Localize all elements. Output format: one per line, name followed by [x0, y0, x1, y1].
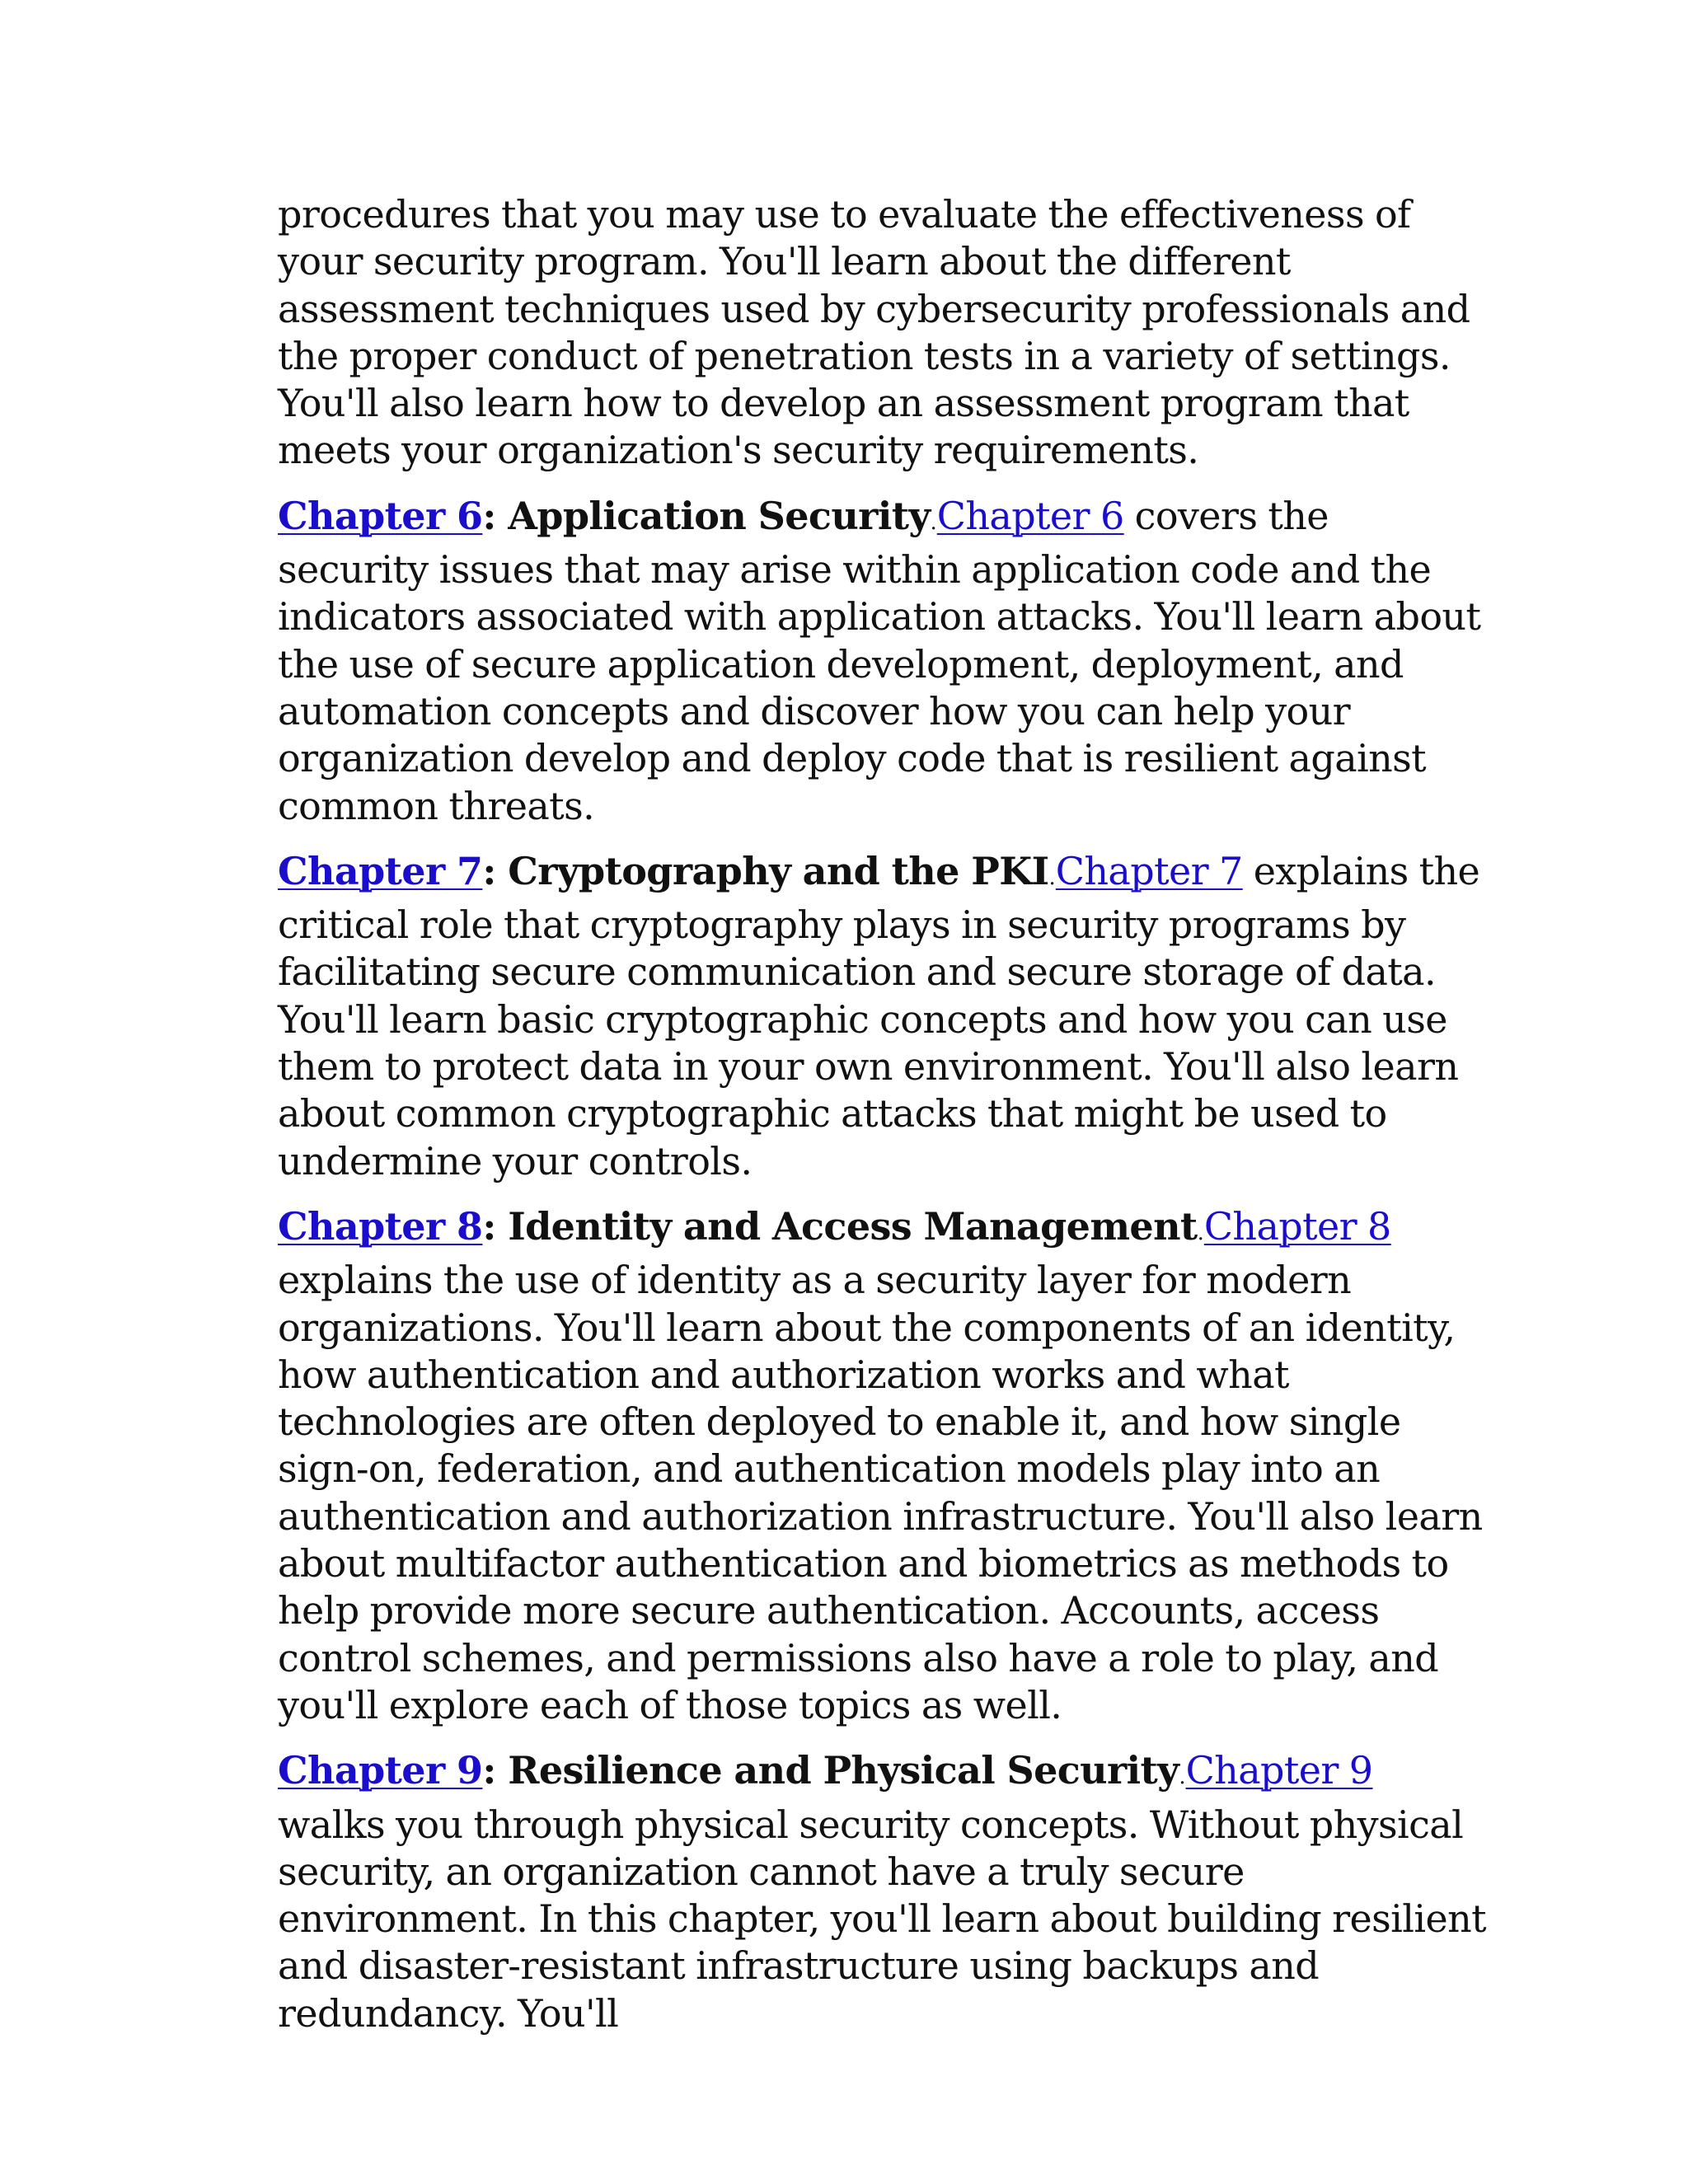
heading-separator: . — [1179, 1765, 1186, 1790]
chapter-8-heading-link[interactable]: Chapter 8 — [278, 1203, 483, 1249]
paragraph-text: covers the security issues that may arise within application code and the indicators associated with application attacks. You'll learn about the use of secure application development, deployment, and automation concepts and discover how you can help your organization develop and deploy code that is resilient against common threats. — [278, 493, 1481, 828]
paragraph-chapter-7 — [278, 848, 1489, 1185]
chapter-7-heading-link[interactable]: Chapter 7 — [278, 848, 483, 893]
paragraph-chapter-6 — [278, 493, 1489, 830]
heading-separator: . — [1197, 1220, 1204, 1245]
paragraph-text: explains the critical role that cryptography plays in security programs by facilitating secure communication and secure storage of data. You'll learn basic cryptographic concepts and how you can use them to protect data in your own environment. You'll also learn about common cryptographic attacks that might be used to undermine your controls. — [278, 848, 1480, 1183]
chapter-9-inline-link[interactable]: Chapter 9 — [1185, 1748, 1373, 1793]
chapter-8-inline-link[interactable]: Chapter 8 — [1203, 1203, 1391, 1249]
chapter-6-heading-link[interactable]: Chapter 6 — [278, 493, 483, 538]
chapter-9-heading: : Resilience and Physical Security — [482, 1748, 1179, 1793]
paragraph-text: procedures that you may use to evaluate the effectiveness of your security program. You'll learn about the different assessment techniques used by cybersecurity professionals and the proper conduct of penetration tests in a variety of settings. You'll also learn how to develop an assessment program that meets your organization's security requirements. — [278, 192, 1470, 473]
chapter-6-inline-link[interactable]: Chapter 6 — [936, 493, 1124, 538]
paragraph-text: explains the use of identity as a security layer for modern organizations. You'll learn about the components of an identity, how authentication and authorization works and what technologies are often deployed to enable it, and how single sign-on, federation, and authentication models play into an authentication and authorization infrastructure. You'll also learn about multifactor authentication and biometrics as methods to help provide more secure authentication. Accounts, access control schemes, and permissions also have a role to play, and you'll explore each of those topics as well. — [278, 1258, 1483, 1727]
chapter-7-inline-link[interactable]: Chapter 7 — [1055, 848, 1243, 893]
paragraph-chapter-9 — [278, 1747, 1489, 2037]
paragraph-chapter-8 — [278, 1203, 1489, 1729]
chapter-8-heading: : Identity and Access Management — [482, 1203, 1198, 1249]
heading-separator: . — [930, 509, 937, 535]
chapter-7-heading: : Cryptography and the PKI — [482, 848, 1049, 893]
document-page — [278, 191, 1489, 2055]
paragraph-text: walks you through physical security concepts. Without physical security, an organization cannot have a truly secure environment. In this chapter, you'll learn about building resilient and disaster-resistant infrastructure using backups and redundancy. You'll — [278, 1802, 1487, 2036]
chapter-9-heading-link[interactable]: Chapter 9 — [278, 1748, 483, 1793]
heading-separator: . — [1048, 865, 1056, 890]
paragraph-chapter-5-continued — [278, 191, 1489, 475]
chapter-6-heading: : Application Security — [482, 493, 931, 538]
